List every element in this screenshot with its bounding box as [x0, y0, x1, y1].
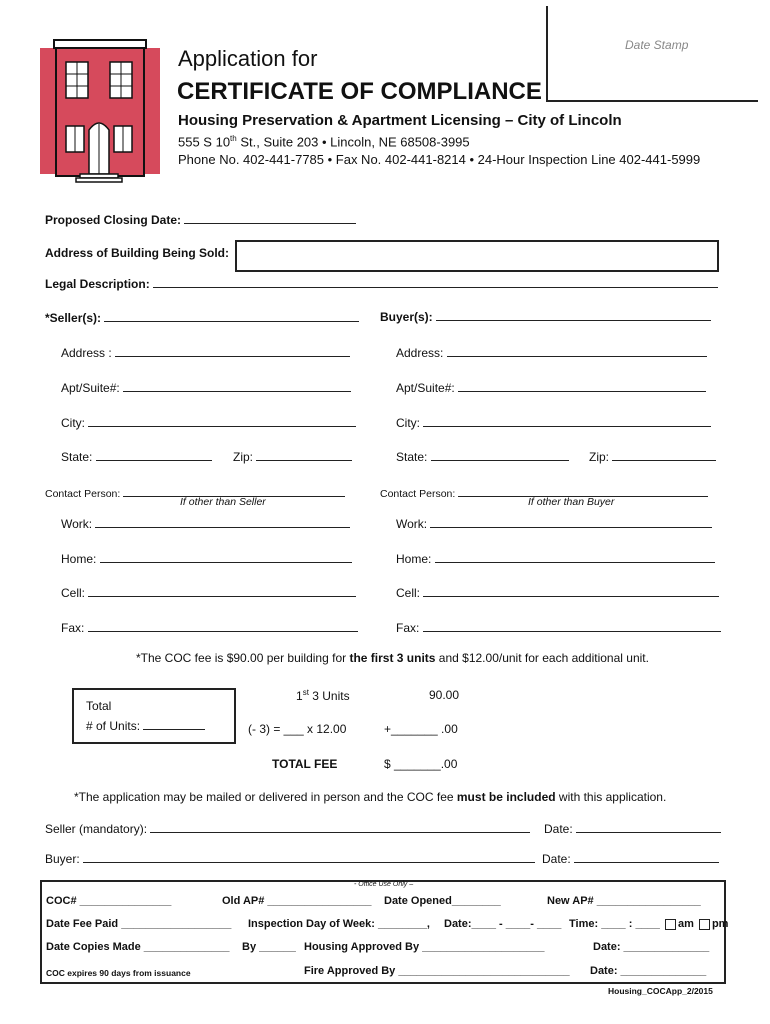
housing-approved-date[interactable]: Date: ______________	[593, 941, 710, 953]
buyer-field[interactable]: Buyer(s):	[380, 310, 711, 324]
buyer-fax-field[interactable]: Fax:	[396, 621, 721, 635]
buyer-signature-field[interactable]: Buyer:	[45, 852, 535, 866]
buyer-apt-field[interactable]: Apt/Suite#:	[396, 381, 706, 395]
total-units-box[interactable]	[72, 688, 236, 744]
page-title: CERTIFICATE OF COMPLIANCE	[177, 78, 542, 105]
copies-by-field[interactable]: By ______	[242, 941, 296, 953]
housing-approved-field[interactable]: Housing Approved By ____________________	[304, 941, 545, 953]
date-copies-field[interactable]: Date Copies Made ______________	[46, 941, 230, 953]
first-units-amount: 90.00	[429, 688, 460, 702]
seller-cell-field[interactable]: Cell:	[61, 586, 356, 600]
old-ap-field[interactable]: Old AP# _________________	[222, 895, 372, 907]
buyer-work-field[interactable]: Work:	[396, 517, 712, 531]
buyer-address-field[interactable]: Address:	[396, 346, 707, 360]
buyer-contact-field[interactable]: Contact Person:	[380, 486, 708, 500]
seller-date-field[interactable]: Date:	[544, 822, 721, 836]
inspection-time-field[interactable]: Time: ____ : ____ am pm	[569, 918, 729, 930]
office-use-header: - Office Use Only –	[354, 881, 414, 888]
additional-units-amount[interactable]: +_______ .00	[384, 722, 458, 736]
seller-city-field[interactable]: City:	[61, 416, 356, 430]
buyer-state-field[interactable]: State:	[396, 450, 569, 464]
title-line-1: Application for	[178, 46, 318, 71]
units-field[interactable]: # of Units:	[86, 719, 205, 733]
buyer-zip-field[interactable]: Zip:	[589, 450, 716, 464]
inspection-date-field[interactable]: Date:____ - ____- ____	[444, 918, 562, 930]
buyer-city-field[interactable]: City:	[396, 416, 711, 430]
coc-expiry-note: COC expires 90 days from issuance	[46, 968, 191, 978]
city-house-logo	[40, 38, 160, 184]
buyer-date-field[interactable]: Date:	[542, 852, 719, 866]
total-fee-amount[interactable]: $ _______.00	[384, 757, 458, 771]
pm-checkbox[interactable]	[699, 919, 710, 930]
form-code: Housing_COCApp_2/2015	[608, 986, 713, 996]
total-label: Total	[86, 699, 112, 713]
fire-approved-field[interactable]: Fire Approved By ____________________________	[304, 965, 570, 977]
buyer-contact-note: If other than Buyer	[528, 496, 615, 508]
buyer-cell-field[interactable]: Cell:	[396, 586, 719, 600]
fire-approved-date[interactable]: Date: ______________	[590, 965, 707, 977]
seller-contact-field[interactable]: Contact Person:	[45, 486, 345, 500]
am-checkbox[interactable]	[665, 919, 676, 930]
buyer-home-field[interactable]: Home:	[396, 552, 715, 566]
coc-number-field[interactable]: COC# _______________	[46, 895, 172, 907]
date-stamp-box	[546, 6, 758, 102]
agency-subtitle: Housing Preservation & Apartment Licensing – City of Lincoln	[178, 112, 622, 129]
new-ap-field[interactable]: New AP# _________________	[547, 895, 701, 907]
total-fee-label: TOTAL FEE	[272, 757, 338, 771]
seller-contact-note: If other than Seller	[180, 496, 266, 508]
seller-zip-field[interactable]: Zip:	[233, 450, 352, 464]
seller-field[interactable]: *Seller(s):	[45, 311, 359, 325]
seller-state-field[interactable]: State:	[61, 450, 212, 464]
mail-note: *The application may be mailed or delivered in person and the COC fee must be included with this application.	[74, 790, 667, 804]
additional-units-calc[interactable]: (- 3) = ___ x 12.00	[248, 722, 347, 736]
closing-date-field[interactable]: Proposed Closing Date:	[45, 213, 356, 227]
seller-fax-field[interactable]: Fax:	[61, 621, 358, 635]
agency-address: 555 S 10th St., Suite 203 • Lincoln, NE 68508-3995	[178, 134, 470, 150]
legal-description-field[interactable]: Legal Description:	[45, 277, 718, 291]
fee-note: *The COC fee is $90.00 per building for the first 3 units and $12.00/unit for each additional unit.	[136, 651, 649, 665]
seller-apt-field[interactable]: Apt/Suite#:	[61, 381, 351, 395]
seller-home-field[interactable]: Home:	[61, 552, 352, 566]
seller-signature-field[interactable]: Seller (mandatory):	[45, 822, 530, 836]
seller-work-field[interactable]: Work:	[61, 517, 350, 531]
seller-address-field[interactable]: Address :	[61, 346, 350, 360]
agency-phones: Phone No. 402-441-7785 • Fax No. 402-441-8214 • 24-Hour Inspection Line 402-441-5999	[178, 152, 701, 167]
building-address-label: Address of Building Being Sold:	[45, 246, 229, 260]
date-stamp-label: Date Stamp	[625, 38, 689, 52]
date-opened-field[interactable]: Date Opened________	[384, 895, 501, 907]
inspection-day-field[interactable]: Inspection Day of Week: ________,	[248, 918, 430, 930]
first-units-label: 1st 3 Units	[296, 688, 350, 703]
building-address-input[interactable]	[235, 240, 719, 272]
date-fee-paid-field[interactable]: Date Fee Paid __________________	[46, 918, 232, 930]
